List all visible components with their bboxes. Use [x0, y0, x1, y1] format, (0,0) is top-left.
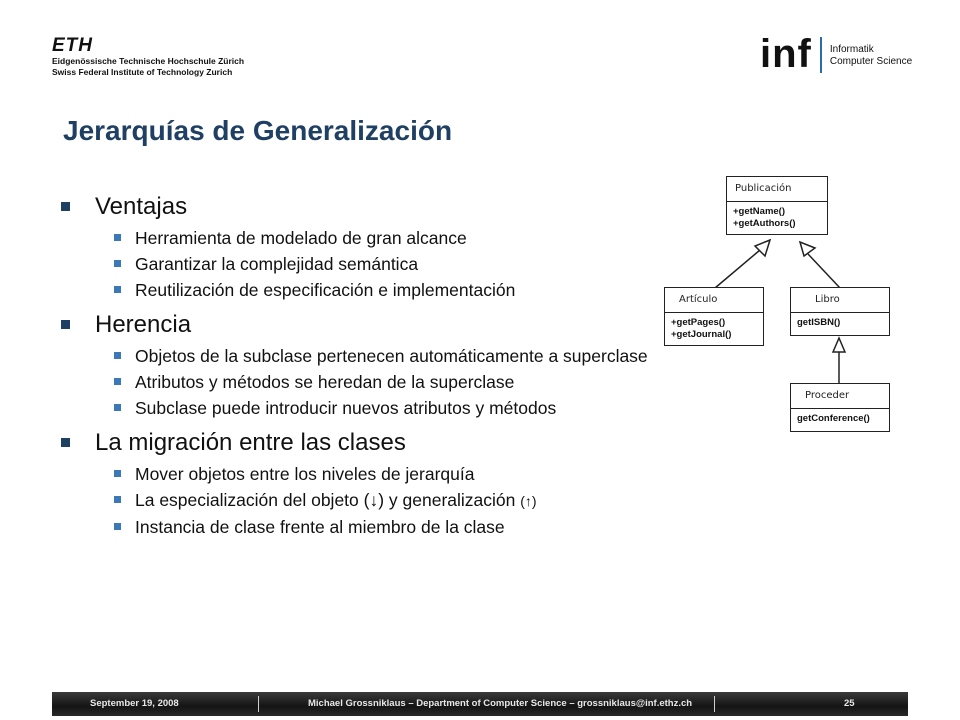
bullet-list [56, 192, 716, 537]
class-operations [665, 312, 763, 345]
class-name: Libro [815, 294, 840, 305]
uml-class-libro [790, 287, 890, 336]
class-name: Publicación [735, 183, 792, 194]
sub-bullet [56, 346, 716, 366]
sub-bullet [56, 372, 716, 392]
operation: getConference() [797, 413, 870, 424]
operation: +getName() [733, 206, 785, 217]
bullet-square-icon [61, 438, 70, 447]
eth-line-2: Swiss Federal Institute of Technology Zurich [52, 67, 233, 77]
bullet-label: Herencia [95, 311, 192, 338]
sub-bullet-text: Subclase puede introducir nuevos atributos y métodos [135, 398, 557, 418]
uml-class-proceder [790, 383, 890, 432]
sub-bullet-text: Instancia de clase frente al miembro de la clase [135, 517, 505, 537]
inheritance-arrowhead-icon [800, 242, 815, 256]
bullet-herencia [56, 310, 716, 340]
eth-logo [52, 36, 244, 78]
sub-bullet [56, 398, 675, 418]
class-operations [791, 408, 889, 431]
sub-bullet [56, 228, 716, 248]
class-operations [791, 312, 889, 335]
inf-wordmark: inf [760, 32, 812, 76]
slide-title: Jerarquías de Generalización [63, 115, 453, 146]
operation: +getJournal() [671, 329, 732, 340]
inheritance-line [808, 254, 840, 288]
inheritance-arrowhead-icon [833, 338, 845, 352]
class-name: Artículo [679, 294, 718, 305]
eth-wordmark: ETH [52, 35, 93, 56]
footer-divider [714, 696, 715, 712]
bullet-square-icon [114, 496, 121, 503]
inf-line-2: Computer Science [829, 56, 913, 67]
bullet-square-icon [114, 470, 121, 477]
sub-bullet-text: Atributos y métodos se heredan de la superclase [135, 372, 515, 392]
class-operations [727, 201, 827, 234]
uml-class-publicacion [726, 176, 828, 235]
bullet-label: Ventajas [95, 193, 188, 220]
operation: getISBN() [797, 317, 841, 328]
sub-bullet-suffix: (↑) [520, 493, 537, 509]
bullet-square-icon [114, 352, 121, 359]
inf-subtitle [830, 44, 912, 68]
operation: +getAuthors() [733, 218, 796, 229]
bullet-square-icon [114, 378, 121, 385]
bullet-square-icon [114, 260, 121, 267]
class-name: Proceder [805, 390, 850, 401]
footer-date: September 19, 2008 [90, 698, 179, 709]
sub-bullet [56, 490, 716, 511]
inf-divider [820, 37, 822, 73]
bullet-square-icon [114, 234, 121, 241]
bullet-square-icon [114, 404, 121, 411]
uml-class-articulo [664, 287, 764, 346]
sub-bullet-text: Mover objetos entre los niveles de jerarquía [135, 464, 475, 484]
footer-divider [258, 696, 259, 712]
sub-bullet-text: Herramienta de modelado de gran alcance [135, 228, 467, 248]
sub-bullet-text: Objetos de la subclase pertenecen automáticamente a superclase [135, 346, 648, 366]
sub-bullet [56, 464, 716, 484]
bullet-migracion [56, 428, 716, 458]
footer-author: Michael Grossniklaus – Department of Computer Science – grossniklaus@inf.ethz.ch [308, 698, 693, 709]
bullet-square-icon [61, 202, 70, 211]
sub-bullet-text: Reutilización de especificación e implementación [135, 280, 516, 300]
inf-logo [760, 34, 912, 74]
sub-bullet-text: La especialización del objeto (↓) y generalización [135, 490, 516, 510]
inheritance-line [715, 250, 760, 288]
bullet-square-icon [114, 286, 121, 293]
sub-bullet [56, 517, 716, 537]
inheritance-arrowhead-icon [755, 240, 770, 256]
sub-bullet-text: Garantizar la complejidad semántica [135, 254, 419, 274]
bullet-ventajas [56, 192, 716, 222]
footer-bar [52, 692, 908, 716]
bullet-square-icon [61, 320, 70, 329]
bullet-label: La migración entre las clases [95, 429, 406, 456]
footer-page-number: 25 [844, 698, 855, 709]
eth-line-1: Eidgenössische Technische Hochschule Zürich [52, 56, 245, 66]
sub-bullet [56, 280, 716, 300]
operation: +getPages() [671, 317, 726, 328]
inf-line-1: Informatik [829, 44, 874, 55]
bullet-square-icon [114, 523, 121, 530]
sub-bullet [56, 254, 716, 274]
